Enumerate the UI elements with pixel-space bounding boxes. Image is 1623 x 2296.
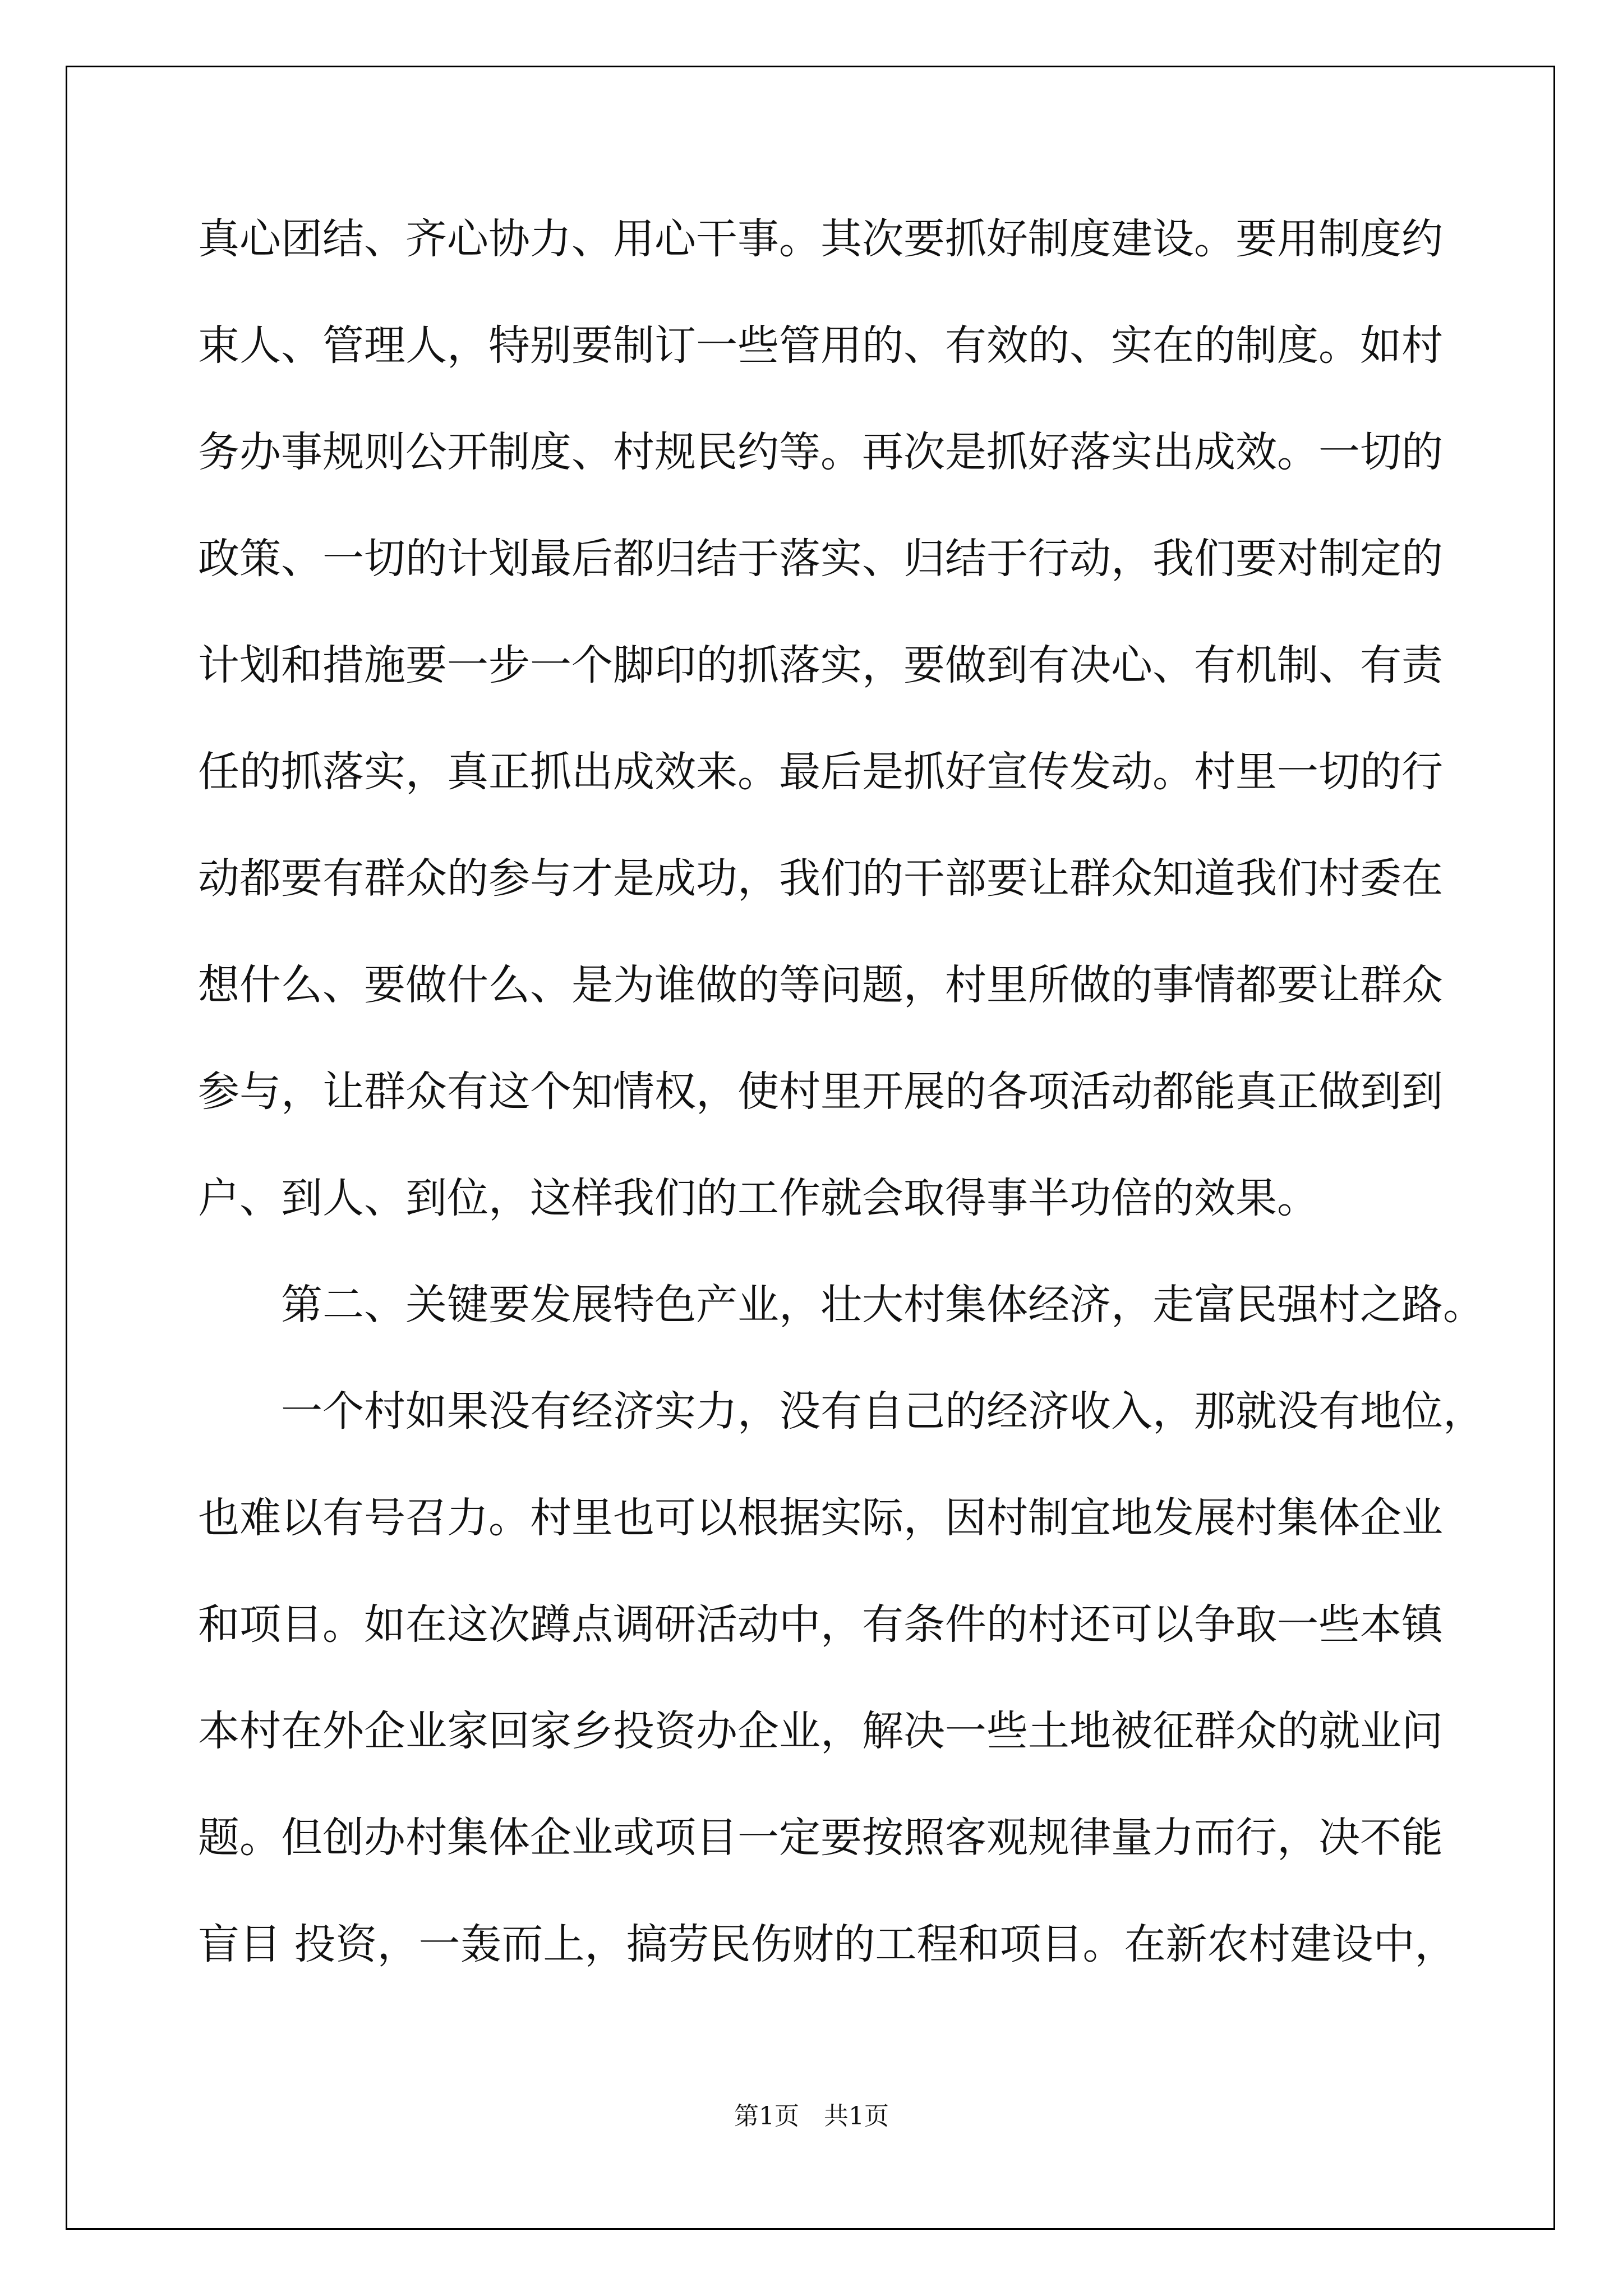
page-footer bbox=[0, 2096, 1623, 2132]
text-line-10: 户、到人、到位，这样我们的工作就会取得事半功倍的效果。 bbox=[198, 1174, 1318, 1222]
text-line-8: 想什么、要做什么、是为谁做的等问题，村里所做的事情都要让群众 bbox=[198, 961, 1443, 1009]
text-line-16: 题。但创办村集体企业或项目一定要按照客观规律量力而行，决不能 bbox=[198, 1814, 1443, 1862]
text-line-2: 束人、管理人，特别要制订一些管用的、有效的、实在的制度。如村 bbox=[198, 321, 1443, 370]
text-line-14: 和项目。如在这次蹲点调研活动中，有条件的村还可以争取一些本镇 bbox=[198, 1600, 1443, 1649]
section-heading: 第二、关键要发展特色产业，壮大村集体经济，走富民强村之路。 bbox=[281, 1281, 1484, 1329]
text-line-4: 政策、一切的计划最后都归结于落实、归结于行动，我们要对制定的 bbox=[198, 535, 1443, 583]
text-line-1: 真心团结、齐心协力、用心干事。其次要抓好制度建设。要用制度约 bbox=[198, 215, 1443, 263]
text-line-17: 盲目 投资，一轰而上，搞劳民伤财的工程和项目。在新农村建设中， bbox=[198, 1920, 1456, 1968]
text-line-15: 本村在外企业家回家乡投资办企业，解决一些土地被征群众的就业问 bbox=[198, 1707, 1443, 1755]
text-line-12: 一个村如果没有经济实力，没有自己的经济收入，那就没有地位， bbox=[281, 1387, 1484, 1435]
page-total: 共1页 bbox=[824, 2102, 889, 2131]
text-line-7: 动都要有群众的参与才是成功，我们的干部要让群众知道我们村委在 bbox=[198, 854, 1443, 903]
document-body bbox=[198, 208, 1484, 2019]
text-line-13: 也难以有号召力。村里也可以根据实际，因村制宜地发展村集体企业 bbox=[198, 1494, 1443, 1542]
text-line-3: 务办事规则公开制度、村规民约等。再次是抓好落实出成效。一切的 bbox=[198, 428, 1443, 476]
page-number: 第1页 bbox=[734, 2102, 799, 2131]
text-line-6: 任的抓落实，真正抓出成效来。最后是抓好宣传发动。村里一切的行 bbox=[198, 748, 1443, 796]
text-line-5: 计划和措施要一步一个脚印的抓落实，要做到有决心、有机制、有责 bbox=[198, 641, 1443, 689]
text-line-9: 参与，让群众有这个知情权，使村里开展的各项活动都能真正做到到 bbox=[198, 1068, 1443, 1116]
